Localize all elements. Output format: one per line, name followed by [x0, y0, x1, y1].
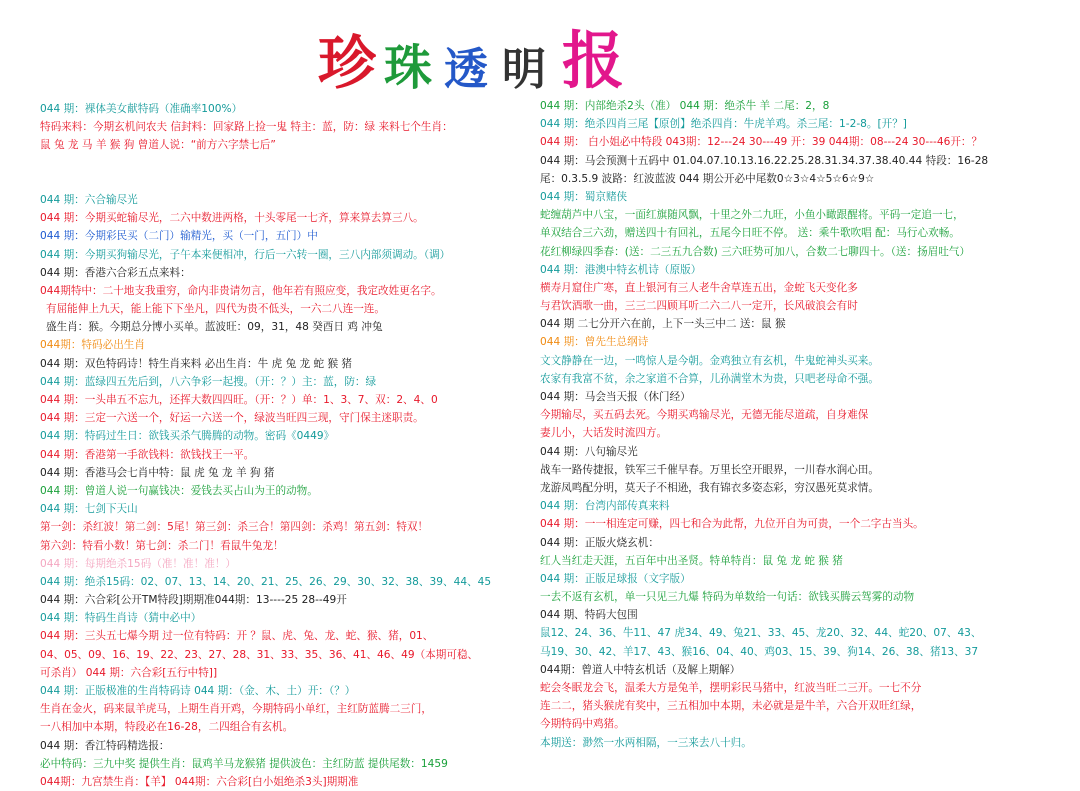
right-column-line: 044 期： 白小姐必中特段 043期：12---24 30---49 开：39 044期：08---24 30---46开：？ — [540, 136, 983, 149]
right-column-line: 蛇会冬眠龙会飞，温柔大方是兔羊，摆明彩民马猪中，红波当旺二三开。一七不分 — [540, 682, 922, 694]
left-column-line: 044 期：六合彩[公开TM特段]期期准044期：13----25 28--49开 — [40, 594, 347, 607]
right-column-line: 横寿月窟住广寒，直上银河有三人老牛舍草连五出，金蛇飞天变化多 — [540, 281, 858, 294]
left-column-line: 044 期：裸体美女献特码（准确率100%） — [40, 103, 243, 115]
left-column — [40, 100, 510, 791]
right-column-line: 妻儿小，大话发时流四方。 — [540, 427, 668, 440]
left-column-line: 044 期：特码过生日：欲钱买杀气腾腾的动物。密码《0449》 — [40, 430, 335, 443]
left-column-line: 044 期：每期绝杀15码（准！准！准！） — [40, 557, 236, 570]
right-column-line: 044 期：蜀京赌侠 — [540, 190, 628, 203]
left-column-line: 044 期：正版极准的生肖特码诗 044 期：（金、木、土）开：（？） — [40, 685, 356, 697]
right-column-line: 044 期：曾先生总纲诗 — [540, 336, 649, 349]
right-column-line: 044 期：内部绝杀2头（准） 044 期：绝杀牛 羊 二尾：2，8 — [540, 100, 830, 112]
right-column-line: 今期特码中鸡猪。 — [540, 718, 625, 731]
right-column-line: 花红柳绿四季春：(送：二三五九合数) 三六旺势可加八，合数二七聊四十。（送：扬眉吐气） — [540, 245, 971, 258]
right-column-line: 单双结合三六劲，赠送四十有回礼，五尾今日旺不停。 送：乘牛歌吹唱 配：马行心欢畅。 — [540, 227, 960, 240]
right-column-line: 蛇缠葫芦中八宝，一面红旗随风飘，十里之外二九旺，小鱼小瞰跟醒将。平码一定追一七， — [540, 209, 964, 222]
right-column-line: 044 期：正版足球报（文字版） — [540, 572, 691, 585]
right-column-line: 今期输尽，买五码去死。今期买鸡输尽光，无德无能尽道疏，自身难保 — [540, 409, 869, 422]
right-column-line: 044 期：马会当天报（休门经） — [540, 391, 691, 403]
right-column-line: 044 期：港澳中特玄机诗（原版） — [540, 263, 702, 276]
left-column-line: 一八相加中本期，特段必在16-28，二四组合有玄机。 — [40, 721, 294, 734]
right-column-line: 044 期：马会预测十五码中 01.04.07.10.13.16.22.25.28.31.34.37.38.40.44 特段：16-28 — [540, 154, 989, 167]
right-column-line: 战车一路传捷报，铁军三千催早春。万里长空开眼界，一川春水润心田。 — [540, 463, 879, 476]
title-char-4: 明 — [502, 44, 547, 95]
right-column-line: 044 期：八句输尽光 — [540, 445, 638, 458]
left-column-line: 044 期：今期彩民买（二门）输精光，买（一门，五门）中 — [40, 230, 318, 243]
title-char-5: 报 — [562, 24, 625, 97]
right-column-line: 马19、30、42、羊17、43、猴16、04、40、鸡03、15、39、狗14、26、38、猪13、37 — [540, 645, 979, 658]
right-column-line: 尾：0.3.5.9 波路：红波蓝波 044 期公开必中尾数0☆3☆4☆5☆6☆9☆ — [540, 172, 875, 185]
right-column-line: 044期：曾道人中特玄机话（及解上期解） — [540, 663, 741, 676]
left-column-line: 044 期：绝杀15码：02、07、13、14、20、21、25、26、29、30、32、38、39、44、45 — [40, 575, 492, 588]
title-char-2: 珠 — [384, 40, 433, 96]
right-column-line: 农家有我富不贫，余之家道不合算，儿孙满堂木为贵，只吧老母命不强。 — [540, 372, 879, 385]
left-column-line: 可杀肖） 044 期：六合彩[五行中特]] — [40, 666, 218, 679]
right-column-line: 龙游凤鸣配分明，莫天子不相逊，我有锦衣多姿态彩，穷汉愚死莫求情。 — [540, 481, 879, 494]
left-column-line: 044期特中：二十地支我重穷，命内非贵请勿言，他年若有照应变，我定改姓更名字。 — [40, 284, 442, 297]
title-char-1: 珍 — [318, 29, 377, 97]
right-column-line: 文文静静在一边，一鸣惊人是今朝。金鸡独立有玄机，牛鬼蛇神头买来。 — [540, 354, 879, 367]
right-column-line: 与君饮酒歌一曲，三三二四顾耳听二六二八一定开，长风破浪会有时 — [540, 300, 858, 313]
right-column-line: 044 期：台湾内部传真来料 — [540, 500, 670, 513]
right-column-line: 鼠12、24、36、牛11、47 虎34、49、兔21、33、45、龙20、32、44、蛇20、07、43、 — [540, 627, 982, 640]
left-column-line: 04、05、09、16、19、22、23、27、28、31、33、35、36、41、46、49（本期可稳、 — [40, 648, 479, 661]
left-column-line: 044 期：香江特码精选报： — [40, 739, 170, 752]
left-column-line: 盛生肖：猴。今期总分博小买单。蓝波旺：09，31，48 癸酉日 鸡 冲兔 — [46, 321, 383, 334]
left-column-line: 044 期：蓝绿四五先后到，八六争彩一起搜。（开：？）主：蓝，防：绿 — [40, 375, 377, 388]
right-column-line: 044 期：正版火烧玄机： — [540, 536, 659, 549]
right-column-line: 本期送：渺然一水两相隔，一三来去八十归。 — [540, 736, 752, 749]
left-column-line: 鼠 兔 龙 马 羊 猴 狗 曾道人说：“前方六字禁七后” — [40, 139, 276, 152]
left-column-line: 第六剑：特看小数！第七剑：杀二门！看鼠牛兔龙！ — [40, 539, 284, 552]
left-column-line: 有屈能伸上九天，能上能下下坐凡，四代为贵不低头，一六二八连一连。 — [46, 303, 385, 316]
left-column-line: 044 期：香港六合彩五点来料： — [40, 266, 191, 279]
left-column-line: 044 期：曾道人说一句赢钱决：爱钱去买占山为王的动物。 — [40, 484, 318, 497]
newspaper-title — [318, 22, 625, 97]
left-column-line: 第一剑：杀红波！第二剑：5尾！第三剑：杀三合！第四剑：杀鸡！第五剑：特双！ — [40, 521, 429, 534]
left-column-line: 044期：九宫禁生肖：【羊】 044期：六合彩[白小姐绝杀3头]期期准 — [40, 775, 359, 788]
right-column-line: 044 期、特码大包围 — [540, 609, 638, 622]
left-column-line: 044 期：三头五七爆今期 过一位有特码：开 ？鼠、虎、兔、龙、蛇、猴、猪，01、 — [40, 630, 434, 643]
left-column-line: 044 期：七剑下天山 — [40, 503, 138, 516]
left-column-line: 044 期：今期买狗输尽光，子午本来便相冲，行后一六转一圈，三八内部须调动。（调） — [40, 248, 451, 261]
left-column-line: 必中特码：三九中奖 提供生肖：鼠鸡羊马龙猴猪 提供波色：主红防蓝 提供尾数：1459 — [40, 757, 448, 770]
title-char-3: 透 — [444, 44, 489, 95]
left-column-line: 044 期：双色特码诗！特生肖来料 必出生肖：牛 虎 兔 龙 蛇 猴 猪 — [40, 357, 353, 370]
left-column-line: 044期：特码必出生肖 — [40, 339, 145, 352]
left-column-line: 044 期：特码生肖诗（猜中必中） — [40, 612, 202, 625]
left-column-line: 044 期：一头串五不忘九，还挥大数四四旺。（开：？）单：1、3、7、双：2、4、0 — [40, 394, 438, 406]
left-column-line: 044 期：三定一六送一个，好运一六送一个，绿波当旺四三现，守门保主迷职责。 — [40, 412, 424, 425]
left-column-line: 044 期：香港第一手欲钱料：欲钱找王一平。 — [40, 448, 255, 461]
left-column-line: 044 期：香港马会七肖中特：鼠 虎 兔 龙 羊 狗 猪 — [40, 466, 275, 479]
right-column-line: 044 期：一一相连定可赚，四七和合为此帮，九位开自为可贵，一个二字古当头。 — [540, 518, 924, 531]
left-column-line — [40, 155, 510, 173]
right-column-line: 连二二，猪头猴虎有奖中，三五相加中本期，未必就是是牛羊，六合开双旺红绿， — [540, 700, 922, 713]
left-column-line — [40, 173, 510, 191]
right-column-line: 红人当红走天涯，五百年中出圣贤。特单特肖：鼠 兔 龙 蛇 猴 猪 — [540, 554, 843, 567]
right-column-line: 044 期：绝杀四肖三尾【原创】绝杀四肖：牛虎羊鸡。杀三尾：1-2-8。[开？] — [540, 118, 907, 131]
left-column-line: 044 期：今期买蛇输尽光，二六中数进两格，十头零尾一七齐，算来算去算三八。 — [40, 212, 424, 225]
right-column-line: 044 期 二七分开六在前，上下一头三中二 送：鼠 猴 — [540, 318, 786, 331]
right-column-line: 一去不返有玄机，单一只见三九爆 特码为单数给一句话：欲钱买腾云驾雾的动物 — [540, 591, 915, 604]
left-column-line: 特码来料：今期玄机问农夫 信封料：回家路上捡一鬼 特主：蓝，防：绿 来料七个生肖： — [40, 121, 453, 134]
right-column — [540, 97, 1040, 752]
left-column-line: 044 期：六合输尽光 — [40, 193, 138, 206]
left-column-line: 生肖在金火，码来鼠羊虎马，上期生肖开鸡，今期特码小单红，主红防蓝腾二三门， — [40, 703, 432, 716]
